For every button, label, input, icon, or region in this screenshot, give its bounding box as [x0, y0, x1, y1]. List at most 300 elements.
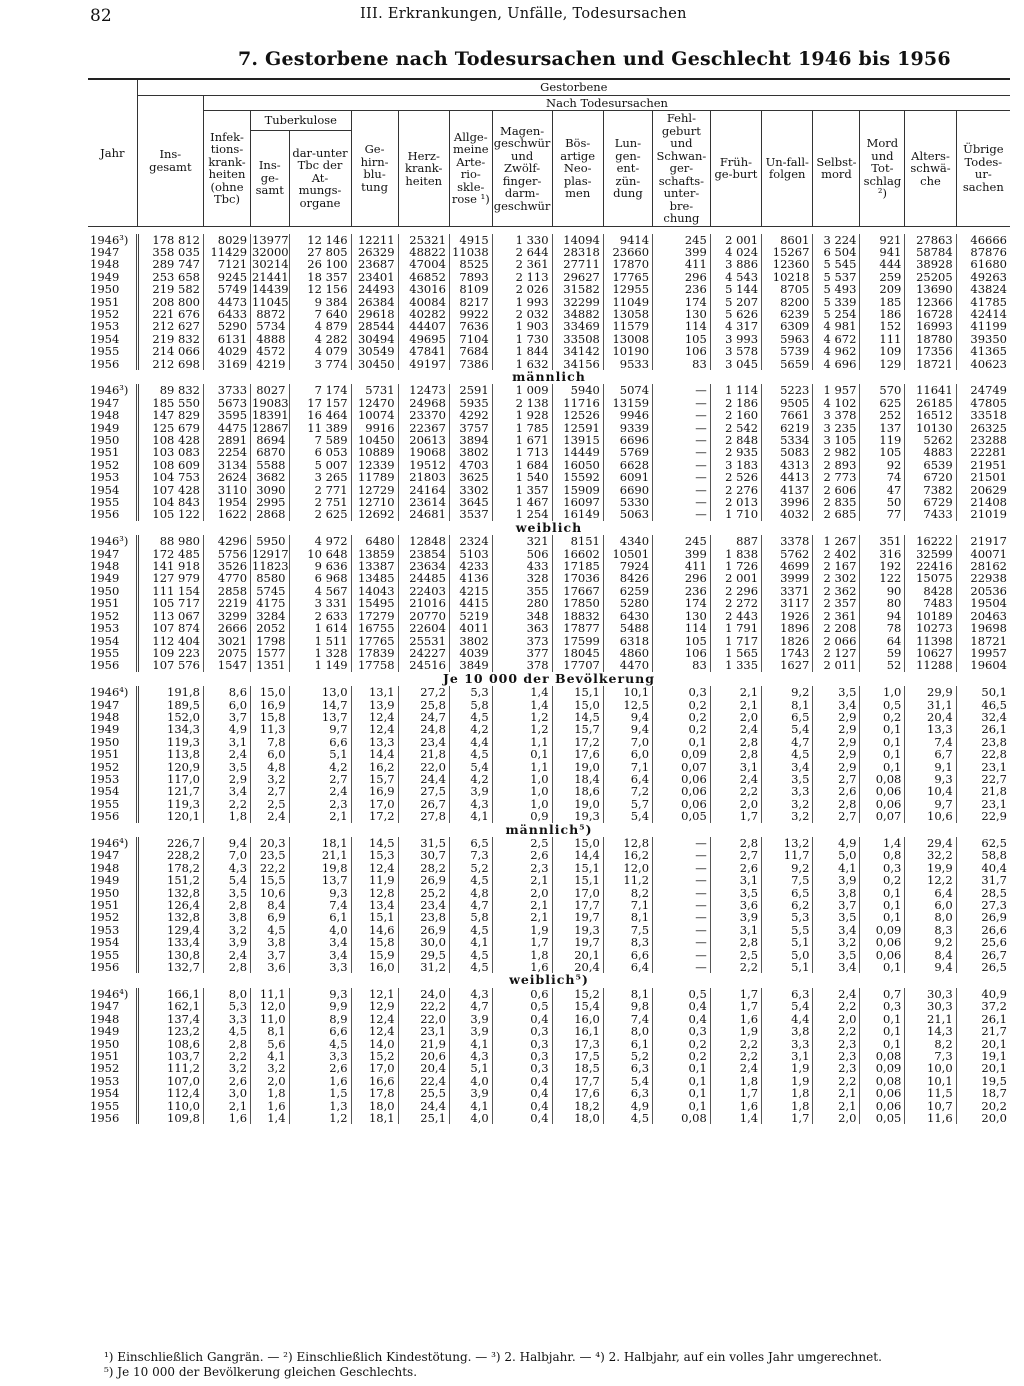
value-cell: 12 156: [289, 283, 351, 295]
value-cell: 15075: [905, 572, 956, 584]
value-cell: 24493: [351, 283, 398, 295]
value-cell: 212 627: [137, 320, 203, 332]
year-cell: 1952: [90, 608, 120, 623]
value-cell: 399: [653, 548, 711, 560]
year-cell: 1956: [90, 809, 120, 824]
value-cell: 10,6: [251, 887, 289, 899]
value-cell: 20613: [398, 434, 449, 446]
value-cell: 108,6: [137, 1038, 203, 1050]
value-cell: 2,9: [813, 736, 860, 748]
value-cell: 11045: [252, 294, 289, 309]
value-cell: 433: [492, 560, 552, 572]
value-cell: 2,2: [710, 1050, 761, 1062]
value-cell: 9946: [603, 409, 652, 421]
value-cell: 44407: [398, 320, 449, 332]
value-cell: 130: [653, 308, 711, 320]
value-cell: 9922: [449, 308, 492, 320]
value-cell: 25,5: [398, 1087, 449, 1099]
value-cell: 8151: [552, 535, 603, 547]
value-cell: 3169: [203, 358, 250, 370]
value-cell: 17,5: [552, 1050, 603, 1062]
section-header: [88, 973, 1010, 987]
value-cell: 2,9: [813, 761, 860, 773]
value-cell: 5,1: [762, 961, 813, 973]
value-cell: 27,8: [398, 810, 449, 822]
value-cell: 219 582: [137, 283, 203, 295]
value-cell: 15495: [351, 597, 398, 609]
value-cell: 3,1: [710, 874, 761, 886]
value-cell: 5063: [603, 508, 652, 520]
value-cell: 178 812: [137, 234, 203, 246]
value-cell: 4572: [251, 345, 289, 357]
value-cell: 8,3: [603, 936, 652, 948]
value-cell: 0,5: [492, 1000, 552, 1012]
value-cell: 7,1: [603, 761, 652, 773]
year-cell: 1949: [90, 873, 120, 888]
value-cell: 17,2: [351, 810, 398, 822]
value-cell: 6,1: [289, 911, 351, 923]
value-cell: 32,4: [956, 711, 1010, 723]
value-cell: —: [653, 949, 711, 961]
value-cell: 4,1: [449, 1100, 492, 1112]
value-cell: 10130: [905, 422, 956, 434]
value-cell: 19,9: [905, 862, 956, 874]
value-cell: 2,5: [492, 837, 552, 849]
value-cell: 1,6: [492, 961, 552, 973]
value-cell: 174: [653, 296, 711, 308]
value-cell: 78: [860, 622, 905, 634]
value-cell: 2,8: [813, 798, 860, 810]
value-cell: 6318: [603, 635, 652, 647]
value-cell: 2 357: [813, 597, 860, 609]
year-cell: 1946⁴): [90, 685, 129, 700]
value-cell: 1 149: [289, 659, 351, 671]
value-cell: 4699: [762, 560, 813, 572]
value-cell: 113 067: [137, 610, 203, 622]
value-cell: 16,1: [552, 1025, 603, 1037]
value-cell: 31,1: [905, 699, 956, 711]
value-cell: 10,1: [905, 1075, 956, 1087]
year-cell: 1951: [90, 747, 120, 762]
value-cell: 4,1: [449, 1038, 492, 1050]
value-cell: 12729: [351, 484, 398, 496]
value-cell: 5 626: [710, 308, 761, 320]
value-cell: 2,1: [710, 686, 761, 698]
value-cell: 0,4: [492, 1075, 552, 1087]
value-cell: 18,1: [289, 837, 351, 849]
value-cell: 5659: [762, 358, 813, 370]
value-cell: 0,1: [860, 736, 905, 748]
value-cell: 41785: [956, 296, 1010, 308]
value-cell: 0,1: [492, 748, 552, 760]
value-cell: 3733: [203, 384, 250, 396]
value-cell: 23854: [398, 548, 449, 560]
value-cell: 19,7: [552, 936, 603, 948]
value-cell: 2 362: [813, 585, 860, 597]
year-cell: 1955: [90, 947, 120, 962]
value-cell: —: [653, 484, 711, 496]
value-cell: 12692: [351, 508, 398, 520]
value-cell: 4413: [762, 471, 813, 483]
value-cell: 32299: [552, 296, 603, 308]
value-cell: 20,2: [956, 1100, 1010, 1112]
value-cell: 80: [860, 597, 905, 609]
value-cell: 5 537: [813, 271, 860, 283]
value-cell: 9,3: [905, 773, 956, 785]
value-cell: 5731: [351, 384, 398, 396]
value-cell: 4 317: [710, 320, 761, 332]
value-cell: 0,1: [860, 1025, 905, 1037]
year-cell: 1954: [90, 331, 120, 346]
value-cell: 3999: [762, 572, 813, 584]
value-cell: 21917: [956, 535, 1010, 547]
value-cell: 2324: [449, 535, 492, 547]
value-cell: 30494: [351, 333, 398, 345]
value-cell: 4 102: [813, 397, 860, 409]
value-cell: 2868: [251, 508, 289, 520]
value-cell: 6430: [603, 610, 652, 622]
value-cell: 7386: [449, 358, 492, 370]
value-cell: 4,5: [251, 924, 289, 936]
value-cell: 13915: [552, 434, 603, 446]
value-cell: 31582: [552, 283, 603, 295]
value-cell: 12710: [351, 496, 398, 508]
value-cell: 0,07: [653, 761, 711, 773]
year-cell: 1953: [90, 922, 120, 937]
value-cell: 111 154: [137, 585, 203, 597]
year-cell: 1953: [90, 1073, 120, 1088]
value-cell: 3,3: [762, 1038, 813, 1050]
value-cell: 3,8: [762, 1025, 813, 1037]
value-cell: 4340: [603, 535, 652, 547]
value-cell: 1,2: [289, 1112, 351, 1124]
value-cell: 0,06: [860, 798, 905, 810]
value-cell: 4770: [203, 572, 250, 584]
footnote-line-2: ⁵) Je 10 000 der Bevölkerung gleichen Geschlechts.: [104, 1365, 418, 1379]
table-row: [88, 785, 1010, 797]
value-cell: 117,0: [137, 773, 203, 785]
value-cell: 5,1: [762, 936, 813, 948]
year-cell: 1952: [90, 457, 120, 472]
value-cell: 2,9: [813, 711, 860, 723]
value-cell: 2 848: [710, 434, 761, 446]
value-cell: —: [653, 862, 711, 874]
value-cell: 9,7: [289, 723, 351, 735]
value-cell: 10273: [905, 622, 956, 634]
section-header: [88, 672, 1010, 686]
value-cell: 17877: [552, 622, 603, 634]
value-cell: 10889: [351, 446, 398, 458]
value-cell: 17,8: [351, 1087, 398, 1099]
value-cell: 2,9: [203, 773, 250, 785]
value-cell: 21019: [956, 508, 1010, 520]
value-cell: 2,2: [813, 1025, 860, 1037]
col-arteriosklerose: Allge-meine Arte-rio-skle-rose ¹): [449, 111, 492, 227]
value-cell: 0,09: [860, 924, 905, 936]
value-cell: 4,3: [449, 798, 492, 810]
value-cell: 5749: [203, 283, 250, 295]
year-cell: 1952: [90, 306, 120, 321]
value-cell: 1 114: [710, 384, 761, 396]
value-cell: 7382: [905, 484, 956, 496]
value-cell: 5734: [251, 320, 289, 332]
value-cell: 4,5: [762, 748, 813, 760]
value-cell: 23687: [351, 258, 398, 270]
value-cell: 3,8: [251, 936, 289, 948]
value-cell: 16149: [552, 508, 603, 520]
value-cell: 132,7: [137, 961, 203, 973]
value-cell: 399: [653, 246, 711, 258]
value-cell: 4,5: [449, 961, 492, 973]
value-cell: 3 235: [813, 422, 860, 434]
year-cell: 1952: [90, 1061, 120, 1076]
value-cell: 1,7: [710, 1087, 761, 1099]
year-cell: 1948: [90, 257, 120, 272]
value-cell: 6,3: [762, 988, 813, 1000]
value-cell: 23,8: [398, 911, 449, 923]
value-cell: 1,2: [492, 711, 552, 723]
value-cell: 0,08: [860, 1050, 905, 1062]
value-cell: 15,2: [552, 988, 603, 1000]
value-cell: 2,5: [251, 798, 289, 810]
value-cell: 21408: [956, 496, 1010, 508]
value-cell: 0,4: [492, 1100, 552, 1112]
value-cell: 30,3: [905, 988, 956, 1000]
value-cell: 4 972: [289, 535, 351, 547]
value-cell: 0,2: [860, 711, 905, 723]
table-row: [88, 761, 1010, 773]
value-cell: 28,2: [398, 862, 449, 874]
year-cell: 1953: [90, 470, 120, 485]
value-cell: 3090: [251, 484, 289, 496]
value-cell: 15,1: [552, 686, 603, 698]
value-cell: 8,4: [251, 899, 289, 911]
value-cell: 10627: [905, 647, 956, 659]
value-cell: 21,9: [398, 1038, 449, 1050]
value-cell: 49197: [398, 358, 449, 370]
value-cell: 46852: [398, 271, 449, 283]
value-cell: 1 267: [813, 535, 860, 547]
value-cell: 22281: [956, 446, 1010, 458]
value-cell: 3802: [449, 635, 492, 647]
value-cell: 27711: [552, 258, 603, 270]
value-cell: 4032: [762, 508, 813, 520]
value-cell: 2,8: [203, 1038, 250, 1050]
value-cell: 16222: [905, 535, 956, 547]
table-row: [88, 597, 1010, 609]
value-cell: 3 578: [710, 345, 761, 357]
year-cell: 1947: [90, 697, 120, 712]
value-cell: 1,4: [860, 837, 905, 849]
value-cell: 2,2: [813, 1000, 860, 1012]
value-cell: 26325: [956, 422, 1010, 434]
value-cell: 10,1: [603, 686, 652, 698]
value-cell: 1 335: [710, 659, 761, 671]
value-cell: 31,7: [956, 874, 1010, 886]
value-cell: 18,5: [552, 1062, 603, 1074]
value-cell: 0,06: [653, 773, 711, 785]
value-cell: 11,0: [251, 1013, 289, 1025]
value-cell: 34142: [552, 345, 603, 357]
value-cell: 13,7: [289, 711, 351, 723]
value-cell: 1 467: [492, 496, 552, 508]
value-cell: 2,1: [203, 1100, 250, 1112]
value-cell: 4,5: [449, 874, 492, 886]
value-cell: 9,2: [762, 686, 813, 698]
value-cell: 2,3: [813, 1050, 860, 1062]
value-cell: 30,0: [398, 936, 449, 948]
value-cell: 0,7: [860, 988, 905, 1000]
value-cell: 208 800: [137, 296, 203, 308]
value-cell: 134,3: [137, 723, 203, 735]
table-row: [88, 1075, 1010, 1087]
value-cell: 2 066: [813, 635, 860, 647]
value-cell: 133,4: [137, 936, 203, 948]
footnote-line-1: ¹) Einschließlich Gangrän. — ²) Einschließlich Kindestötung. — ³) 2. Halbjahr. — ⁴) 2. Halbjahr, auf ein volles Jahr umgerechnet.: [104, 1350, 882, 1364]
value-cell: 5762: [762, 548, 813, 560]
table-row: [88, 874, 1010, 886]
value-cell: 12366: [905, 296, 956, 308]
value-cell: 6,5: [762, 887, 813, 899]
running-head: III. Erkrankungen, Unfälle, Todesursachen: [360, 6, 687, 22]
value-cell: 2591: [449, 384, 492, 396]
value-cell: 9505: [762, 397, 813, 409]
table-row: [88, 1062, 1010, 1074]
value-cell: 4860: [603, 647, 652, 659]
value-cell: 2,3: [813, 1062, 860, 1074]
value-cell: 1547: [203, 659, 250, 671]
value-cell: 40,4: [956, 862, 1010, 874]
value-cell: 9339: [603, 422, 652, 434]
value-cell: 5 144: [710, 283, 761, 295]
value-cell: 2,8: [203, 899, 250, 911]
value-cell: 0,1: [653, 1075, 711, 1087]
section-label: männlich⁵): [505, 821, 593, 837]
value-cell: 147 829: [137, 409, 203, 421]
value-cell: 5745: [251, 585, 289, 597]
value-cell: 19,1: [956, 1050, 1010, 1062]
table-row: [88, 911, 1010, 923]
value-cell: 4296: [203, 535, 250, 547]
value-cell: 17,7: [552, 899, 603, 911]
value-cell: 11789: [351, 471, 398, 483]
value-cell: 3757: [449, 422, 492, 434]
value-cell: 1 511: [289, 635, 351, 647]
value-cell: 4,9: [603, 1100, 652, 1112]
year-cell: 1951: [90, 898, 120, 913]
value-cell: 107 874: [137, 622, 203, 634]
value-cell: 3,8: [203, 911, 250, 923]
value-cell: 1,7: [710, 988, 761, 1000]
value-cell: 209: [860, 283, 905, 295]
value-cell: 4,3: [203, 862, 250, 874]
value-cell: 7 589: [289, 434, 351, 446]
value-cell: 20,4: [398, 1062, 449, 1074]
value-cell: 8428: [905, 585, 956, 597]
value-cell: 3371: [762, 585, 813, 597]
value-cell: 8200: [762, 296, 813, 308]
table-row: [88, 384, 1010, 396]
value-cell: 152: [860, 320, 905, 332]
value-cell: 5,3: [203, 1000, 250, 1012]
value-cell: 12,8: [603, 837, 652, 849]
value-cell: 20,6: [398, 1050, 449, 1062]
value-cell: 3,4: [203, 785, 250, 797]
value-cell: 1 710: [710, 508, 761, 520]
section-label: männlich: [512, 368, 586, 384]
value-cell: 348: [492, 610, 552, 622]
value-cell: 8,9: [289, 1013, 351, 1025]
value-cell: 1,1: [492, 736, 552, 748]
value-cell: 11038: [449, 246, 492, 258]
value-cell: 8,0: [603, 1025, 652, 1037]
value-cell: 106: [653, 647, 711, 659]
value-cell: 40,9: [956, 988, 1010, 1000]
value-cell: 3302: [449, 484, 492, 496]
value-cell: 2995: [251, 496, 289, 508]
value-cell: 6729: [905, 496, 956, 508]
value-cell: 130: [653, 610, 711, 622]
value-cell: 25205: [905, 271, 956, 283]
value-cell: 113,8: [137, 748, 203, 760]
value-cell: 9 384: [289, 296, 351, 308]
value-cell: 22403: [398, 585, 449, 597]
value-cell: 127 979: [137, 572, 203, 584]
value-cell: 17,6: [552, 748, 603, 760]
value-cell: —: [653, 887, 711, 899]
value-cell: 2 443: [710, 610, 761, 622]
value-cell: 18,0: [351, 1100, 398, 1112]
value-cell: 8,4: [905, 949, 956, 961]
value-cell: 2,4: [289, 785, 351, 797]
value-cell: 8,1: [603, 988, 652, 1000]
value-cell: 8705: [762, 283, 813, 295]
value-cell: 15,0: [251, 686, 289, 698]
value-cell: 5074: [603, 384, 652, 396]
value-cell: 7433: [905, 508, 956, 520]
value-cell: 26,7: [956, 949, 1010, 961]
table-row: [88, 798, 1010, 810]
value-cell: 0,8: [860, 849, 905, 861]
table-row: [88, 924, 1010, 936]
value-cell: 236: [653, 283, 711, 295]
value-cell: 13,7: [289, 874, 351, 886]
value-cell: 3021: [203, 635, 250, 647]
value-cell: 18,7: [956, 1087, 1010, 1099]
value-cell: 12955: [603, 283, 652, 295]
value-cell: 6,0: [905, 899, 956, 911]
value-cell: 4029: [203, 345, 250, 357]
value-cell: 17036: [552, 572, 603, 584]
value-cell: 46666: [956, 234, 1010, 246]
table-row: [88, 686, 1010, 698]
value-cell: 0,6: [492, 988, 552, 1000]
value-cell: 363: [492, 622, 552, 634]
value-cell: 5,2: [449, 862, 492, 874]
value-cell: 0,1: [860, 887, 905, 899]
value-cell: 7,2: [603, 785, 652, 797]
value-cell: 3,9: [449, 1025, 492, 1037]
value-cell: 40071: [956, 548, 1010, 560]
value-cell: 4,5: [449, 711, 492, 723]
value-cell: 2,2: [203, 798, 250, 810]
value-cell: 0,3: [653, 1025, 711, 1037]
value-cell: 111,2: [137, 1062, 203, 1074]
value-cell: 4,7: [449, 899, 492, 911]
value-cell: 3,1: [762, 1050, 813, 1062]
value-cell: 2 302: [813, 572, 860, 584]
value-cell: 4039: [449, 647, 492, 659]
